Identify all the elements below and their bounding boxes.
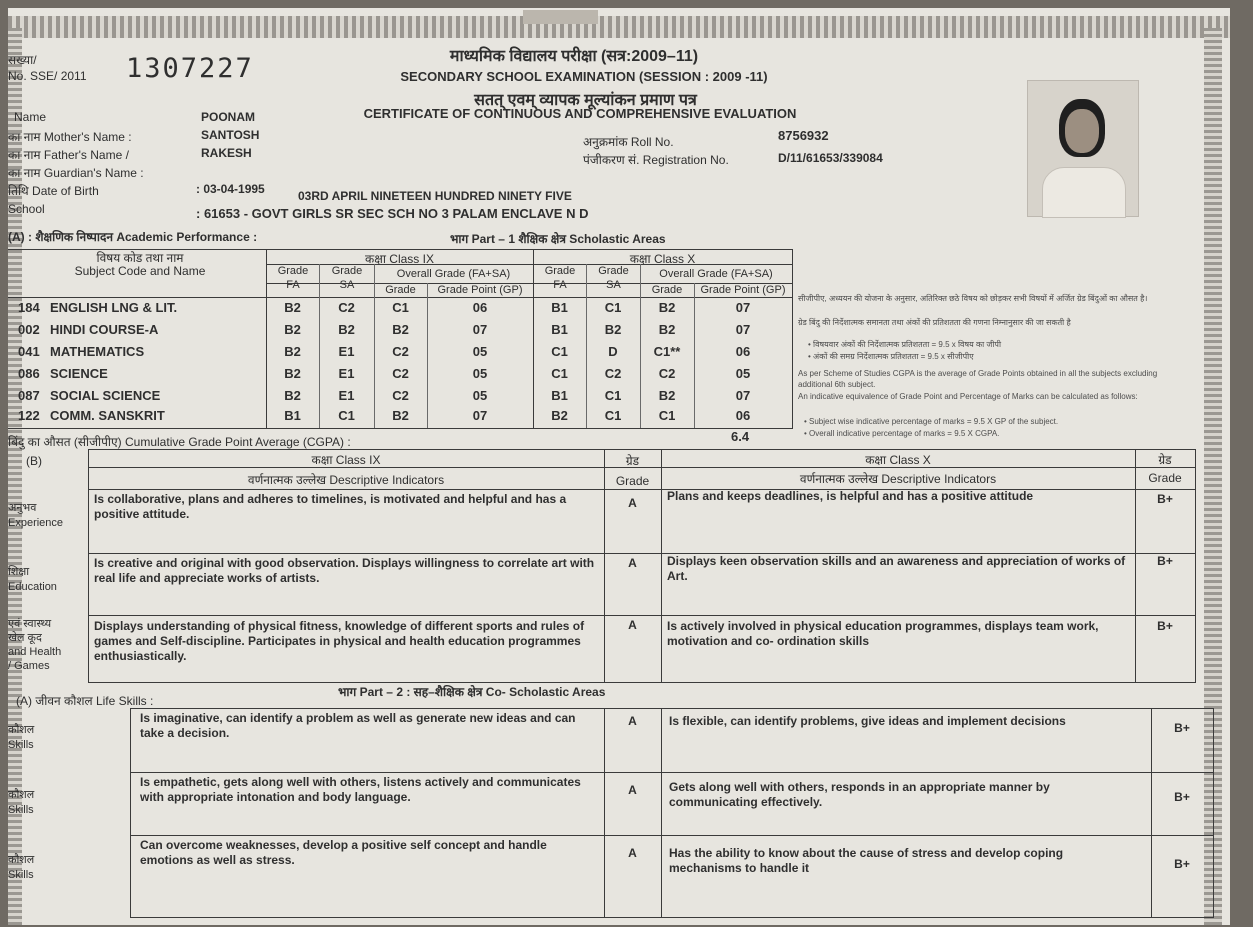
class-x-indicator: Plans and keeps deadlines, is helpful and has a positive attitude [667,489,1034,503]
class-ix-header: कक्षा Class IX [365,252,434,266]
subject-code: 087 [18,388,40,403]
guardian-name-label: का नाम Guardian's Name : [8,166,144,180]
class-x-gp-header: Grade Point (GP) [700,284,786,296]
x-overall-grade: C1 [658,408,676,423]
x-grade-point: 06 [735,408,751,423]
subject-code: 184 [18,300,40,315]
ix-overall-grade: B2 [392,408,409,423]
cgpa-english-note-2: An indicative equivalence of Grade Point and Percentage of Marks can be calculated as follows: [798,392,1138,401]
scholastic-part-label: भाग Part – 1 शैक्षिक क्षेत्र Scholastic Areas [450,232,666,246]
x-sa-grade: D [608,344,618,359]
subject-name: HINDI COURSE-A [50,322,159,337]
x-overall-grade: C2 [658,366,676,381]
x-sa-grade: C2 [604,366,622,381]
school-name: : 61653 - GOVT GIRLS SR SEC SCH NO 3 PALAM ENCLAVE N D [196,206,589,221]
subject-code: 086 [18,366,40,381]
descriptive-section-label: (B) [26,454,42,468]
student-name-label: Name [14,110,47,124]
student-name: POONAM [201,110,255,124]
ix-sa-grade: C1 [338,408,355,423]
subject-code: 041 [18,344,40,359]
class-x-grade: B+ [1157,619,1173,633]
class-ix-grade: A [628,618,637,632]
ix-sa-grade: C2 [338,300,355,315]
ix-sa-grade: B2 [338,322,355,337]
subject-name: COMM. SANSKRIT [50,408,165,423]
descriptive-indicators-ix-header: वर्णनात्मक उल्लेख Descriptive Indicators [247,473,445,487]
descriptive-grade-english-ix: Grade [615,474,650,488]
class-ix-skill-indicator: Is imaginative, can identify a problem as well as generate new ideas and can take a decision. [140,711,576,740]
class-x-indicator: Displays keen observation skills and an awareness and appreciation of works of Art. [667,554,1126,583]
class-ix-indicator: Is creative and original with good observation. Displays willingness to correlate art with real life and appreciate works of artists. [94,556,595,585]
class-ix-fa-header: Grade FA [277,265,309,291]
school-label: School [8,202,45,216]
cgpa-hindi-note-2: ग्रेड बिंदु की निर्देशात्मक समानता तथा अंकों की प्रतिशतता की गणना निम्नानुसार की जा सकती है [798,318,1071,327]
area-label: अनुभव Experience [8,502,64,529]
x-grade-point: 05 [735,366,751,381]
class-x-grade-header: Grade [651,284,683,296]
cgpa-hindi-note: सीजीपीए, अध्ययन की योजना के अनुसार, अतिरिक्त छठे विषय को छोड़कर सभी विषयों में अर्जित ग्रेड बिंदुओं का औसत है। [798,294,1148,303]
ix-overall-grade: C2 [392,366,409,381]
class-x-grade: B+ [1157,492,1173,506]
roll-number: 8756932 [778,128,829,143]
ix-overall-grade: C2 [392,388,409,403]
class-ix-skill-grade: A [628,783,637,797]
class-x-skill-indicator: Gets along well with others, responds in an appropriate manner by communicating effectively. [669,780,1050,809]
cgpa-value: 6.4 [731,429,750,444]
date-of-birth-label: तिथि Date of Birth [8,184,99,198]
father-name-label: का नाम Father's Name / [8,148,129,162]
x-fa-grade: B1 [551,300,568,315]
ix-fa-grade: B2 [284,322,301,337]
class-ix-grade: A [628,496,637,510]
x-grade-point: 06 [735,344,751,359]
class-ix-skill-grade: A [628,846,637,860]
class-x-fa-header: Grade FA [544,265,576,291]
certificate-sheet [8,8,1230,925]
cgpa-english-note: As per Scheme of Studies CGPA is the average of Grade Points obtained in all the subjects excluding additional 6th subject. [798,369,1158,389]
ix-grade-point: 07 [472,408,488,423]
x-fa-grade: C1 [551,366,568,381]
co-scholastic-part-label: भाग Part – 2 : सह–शैक्षिक क्षेत्र Co- Scholastic Areas [338,685,606,699]
mother-name-label: का नाम Mother's Name : [8,130,132,144]
class-ix-grade: A [628,556,637,570]
father-name: RAKESH [201,146,252,160]
class-x-header: कक्षा Class X [629,252,696,266]
class-x-skill-grade: B+ [1174,790,1190,804]
date-of-birth: : 03-04-1995 [196,182,265,196]
x-overall-grade: C1** [653,344,681,359]
descriptive-grade-hindi-ix: ग्रेड [625,454,640,468]
class-ix-sa-header: Grade SA [331,265,363,291]
descriptive-class-ix-header: कक्षा Class IX [311,453,381,467]
student-photo [1027,80,1139,217]
x-sa-grade: B2 [604,322,622,337]
ix-fa-grade: B2 [284,388,301,403]
cgpa-hindi-bullet-1: • विषयवार अंकों की निर्देशात्मक प्रतिशतता = 9.5 x विषय का जीपी [808,340,1002,349]
descriptive-class-x-header: कक्षा Class X [865,453,931,467]
x-sa-grade: C1 [604,408,622,423]
top-tab [523,10,598,24]
subject-name: MATHEMATICS [50,344,145,359]
subject-code: 122 [18,408,40,423]
subject-code: 002 [18,322,40,337]
cgpa-hindi-bullet-2: • अंकों की समग्र निर्देशात्मक प्रतिशतता = 9.5 x सीजीपीए [808,352,974,361]
descriptive-indicators-x-header: वर्णनात्मक उल्लेख Descriptive Indicators [799,472,997,486]
x-fa-grade: B1 [551,322,568,337]
exam-title-hindi: माध्यमिक विद्यालय परीक्षा (सत्र:2009–11) [449,48,699,65]
registration-label: पंजीकरण सं. Registration No. [583,153,729,167]
x-overall-grade: B2 [658,322,676,337]
class-x-grade: B+ [1157,554,1173,568]
subject-name: ENGLISH LNG & LIT. [50,300,178,315]
x-overall-grade: B2 [658,388,676,403]
class-ix-overall-header: Overall Grade (FA+SA) [396,268,511,280]
class-ix-skill-indicator: Is empathetic, gets along well with others, listens actively and communicates with appropriate intonation and body language. [140,775,581,804]
ix-grade-point: 07 [472,322,488,337]
skill-area-label: कौशल Skills [8,854,35,881]
class-x-sa-header: Grade SA [598,265,629,291]
ix-fa-grade: B2 [284,366,301,381]
class-ix-indicator: Is collaborative, plans and adheres to timelines, is motivated and helpful and has a positive attitude. [94,492,567,521]
subject-header-english: Subject Code and Name [74,264,206,278]
x-fa-grade: C1 [551,344,568,359]
ix-overall-grade: C1 [392,300,409,315]
ix-sa-grade: E1 [338,388,355,403]
subject-name: SOCIAL SCIENCE [50,388,161,403]
cgpa-label: बिंदु का औसत (सीजीपीए) Cumulative Grade Point Average (CGPA) : [8,435,351,449]
ix-fa-grade: B2 [284,300,301,315]
skill-area-label: कौशल Skills [8,724,35,751]
area-label: एवं स्वास्थ्य खेल कूद and Health / Games [8,618,62,672]
ix-overall-grade: C2 [392,344,409,359]
mother-name: SANTOSH [201,128,260,142]
class-ix-indicator: Displays understanding of physical fitness, knowledge of different sports and rules of games and Self-discipline. Participates in physical and health education programmes enthusiastically. [94,619,585,663]
class-x-skill-grade: B+ [1174,721,1190,735]
x-grade-point: 07 [735,322,751,337]
x-fa-grade: B2 [551,408,568,423]
class-ix-skill-grade: A [628,714,637,728]
x-fa-grade: B1 [551,388,568,403]
class-x-overall-header: Overall Grade (FA+SA) [659,268,773,280]
cgpa-english-bullet-2: • Overall indicative percentage of marks = 9.5 X CGPA. [804,429,1000,438]
photo-garment [1042,167,1126,218]
ix-sa-grade: E1 [338,366,355,381]
x-sa-grade: C1 [604,388,622,403]
class-ix-gp-header: Grade Point (GP) [437,284,523,296]
ix-fa-grade: B2 [284,344,301,359]
subject-name: SCIENCE [50,366,108,381]
ix-grade-point: 05 [472,366,488,381]
skill-area-label: कौशल Skills [8,789,35,816]
subject-header-hindi: विषय कोड तथा नाम [96,251,184,265]
ix-sa-grade: E1 [338,344,355,359]
class-x-indicator: Is actively involved in physical education programmes, displays team work, motivation and co- ordination skills [667,619,1099,648]
ix-overall-grade: B2 [392,322,409,337]
descriptive-grade-english-x: Grade [1148,471,1182,485]
class-ix-grade-header: Grade [385,284,416,296]
life-skills-label: (A) जीवन कौशल Life Skills : [16,694,154,708]
serial-number: 1307227 [126,53,254,84]
class-x-skill-indicator: Is flexible, can identify problems, give ideas and implement decisions [669,714,1066,728]
ix-grade-point: 06 [472,300,488,315]
roll-number-label: अनुक्रमांक Roll No. [583,135,674,149]
ix-fa-grade: B1 [284,408,301,423]
x-grade-point: 07 [735,388,751,403]
serial-label: सख्या/ No. SSE/ 2011 [8,53,87,83]
date-of-birth-words: 03RD APRIL NINETEEN HUNDRED NINETY FIVE [298,189,572,203]
cgpa-english-bullet-1: • Subject wise indicative percentage of marks = 9.5 X GP of the subject. [804,417,1059,426]
descriptive-grade-hindi-x: ग्रेड [1158,453,1172,467]
exam-title-english: SECONDARY SCHOOL EXAMINATION (SESSION : 2009 -11) [400,69,768,84]
x-grade-point: 07 [735,300,751,315]
top-border [8,16,1230,38]
certificate-title-english: CERTIFICATE OF CONTINUOUS AND COMPREHENSIVE EVALUATION [363,106,797,121]
academic-section-label: (A) : शैक्षणिक निष्पादन Academic Performance : [8,230,258,244]
registration-number: D/11/61653/339084 [778,151,883,165]
x-sa-grade: C1 [604,300,622,315]
class-x-skill-indicator: Has the ability to know about the cause of stress and develop coping mechanisms to handle it [669,846,1064,875]
area-label: शिक्षा Education [8,566,57,593]
certificate-title-hindi: सतत् एवम् व्यापक मूल्यांकन प्रमाण पत्र [474,92,697,109]
ix-grade-point: 05 [472,388,488,403]
class-x-skill-grade: B+ [1174,857,1190,871]
class-ix-skill-indicator: Can overcome weaknesses, develop a positive self concept and handle emotions as well as stress. [140,838,547,867]
ix-grade-point: 05 [472,344,488,359]
photo-face [1065,109,1099,153]
x-overall-grade: B2 [658,300,676,315]
